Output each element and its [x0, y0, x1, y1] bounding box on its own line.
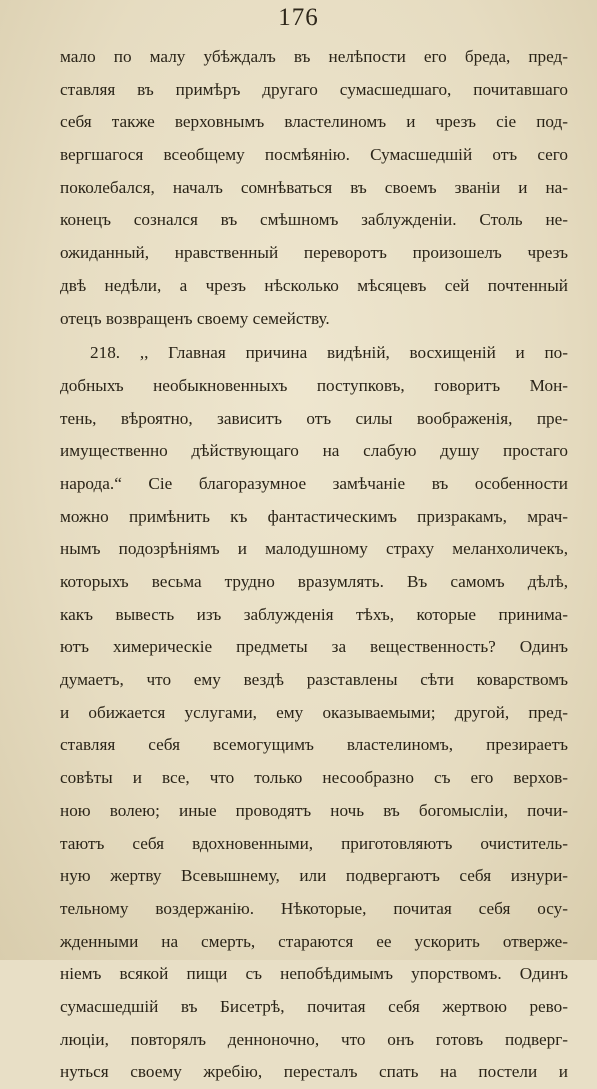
text-line: ніемъ всякой пищи съ непобѣдимымъ упорствомъ. Одинъ — [60, 964, 568, 984]
text-line: конецъ сознался въ смѣшномъ заблужденіи. Столь не- — [60, 210, 568, 230]
text-line: ною волею; иные проводятъ ночь въ богомысліи, почи- — [60, 800, 568, 820]
text-line: думаетъ, что ему вездѣ разставлены сѣти коварствомъ — [60, 670, 568, 690]
text-line: отецъ возвращенъ своему семейству. — [60, 308, 330, 328]
text-line: имущественно дѣйствующаго на слабую душу простаго — [60, 441, 568, 461]
text-line: ную жертву Всевышнему, или подвергаютъ себя изнури- — [60, 866, 568, 886]
text-line: которыхъ весьма трудно вразумлять. Въ самомъ дѣлѣ, — [60, 572, 568, 591]
text-line: ставляя себя всемогущимъ властелиномъ, презираетъ — [60, 735, 568, 755]
text-line: нуться своему жребію, перестaлъ спать на постели и — [60, 1062, 568, 1082]
text-line: вергшагося всеобщему посмѣянію. Сумасшедшій отъ сего — [60, 145, 568, 165]
text-line: двѣ недѣли, а чрезъ нѣсколько мѣсяцевъ сей почтенный — [60, 275, 568, 295]
text-line: ожиданный, нравственный переворотъ произошелъ чрезъ — [60, 243, 568, 263]
text-line: ютъ химерическіе предметы за вещественность? Одинъ — [60, 637, 568, 657]
text-line: мало по малу убѣждалъ въ нелѣпости его бреда, пред- — [60, 47, 568, 66]
text-line: поколебался, началъ сомнѣваться въ своемъ званіи и на- — [60, 177, 568, 197]
text-line: можно примѣнить къ фантастическимъ призракамъ, мрач- — [60, 506, 568, 526]
text-line: люціи, повторялъ денноночно, что онъ готовъ подверг- — [60, 1029, 568, 1049]
text-line: ставляя въ примѣръ другаго сумасшедшаго, почитавшаго — [60, 79, 568, 99]
text-line: народа.“ Сіе благоразумное замѣчаніе въ особенности — [60, 473, 568, 493]
text-line: таютъ себя вдохновенными, приготовляютъ очиститель- — [60, 833, 568, 853]
text-line: нымъ подозрѣніямъ и малодушному страху меланхоличекъ, — [60, 539, 568, 559]
text-line: 218. ,, Главная причина видѣній, восхищеній и по- — [90, 343, 568, 363]
text-line: тельному воздержанію. Нѣкоторые, почитая себя осу- — [60, 898, 568, 918]
page-number: 176 — [278, 4, 319, 31]
text-line: себя также верховнымъ властелиномъ и чрезъ сіе под- — [60, 112, 568, 132]
text-line: добныхъ необыкновенныхъ поступковъ, говоритъ Мон- — [60, 375, 568, 395]
page-body — [60, 41, 568, 1089]
text-line: жденными на смерть, стараются ее ускорить отверже- — [60, 931, 568, 951]
text-line: совѣты и все, что только несообразно съ его верхов- — [60, 768, 568, 788]
text-line: какъ вывесть изъ заблужденія тѣхъ, которые принима- — [60, 604, 568, 624]
text-line: сумасшедшій въ Бисетрѣ, почитая себя жертвою рево- — [60, 996, 568, 1016]
text-line: тень, вѣроятно, зависитъ отъ силы воображенія, пре- — [60, 408, 568, 428]
text-line: и обижается услугами, ему оказываемыми; другой, пред- — [60, 702, 568, 722]
